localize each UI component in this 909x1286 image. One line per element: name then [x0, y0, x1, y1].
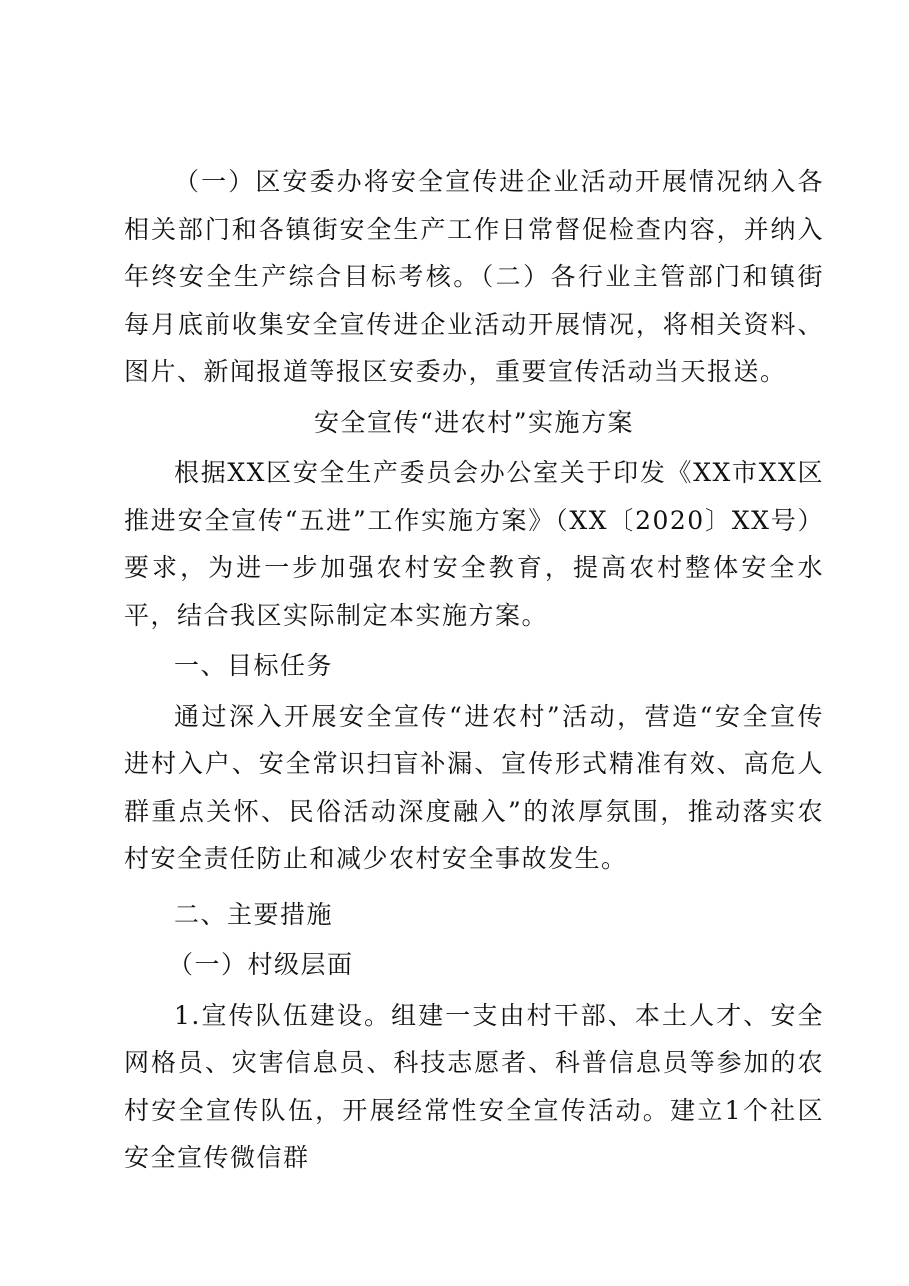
paragraph-basis: 根据XX区安全生产委员会办公室关于印发《XX市XX区推进安全宣传“五进”工作实施方案》（XX〔2020〕XX号）要求，为进一步加强农村安全教育，提高农村整体安全水平，结合我区实际制定本实施方案。	[124, 458, 824, 630]
heading-village-level: （一）村级层面	[168, 950, 354, 979]
heading-measures: 二、主要措施	[174, 899, 334, 929]
section-title: 安全宣传“进农村”实施方案	[313, 407, 635, 437]
paragraph-team-building: 1.宣传队伍建设。组建一支由村干部、本土人才、安全网格员、灾害信息员、科技志愿者、科普信息员等参加的农村安全宣传队伍，开展经常性安全宣传活动。建立1个社区安全宣传微信群	[124, 1000, 824, 1172]
paragraph-objectives: 通过深入开展安全宣传“进农村”活动，营造“安全宣传进村入户、安全常识扫盲补漏、宣传形式精准有效、高危人群重点关怀、民俗活动深度融入”的浓厚氛围，推动落实农村安全责任防止和减少农村安全事故发生。	[124, 701, 824, 873]
paragraph-supervision: （一）区安委办将安全宣传进企业活动开展情况纳入各相关部门和各镇街安全生产工作日常督促检查内容，并纳入年终安全生产综合目标考核。（二）各行业主管部门和镇街每月底前收集安全宣传进企业活动开展情况，将相关资料、图片、新闻报道等报区安委办，重要宣传活动当天报送。	[124, 167, 824, 386]
heading-objectives: 一、目标任务	[174, 651, 334, 680]
document-body	[124, 158, 824, 1182]
